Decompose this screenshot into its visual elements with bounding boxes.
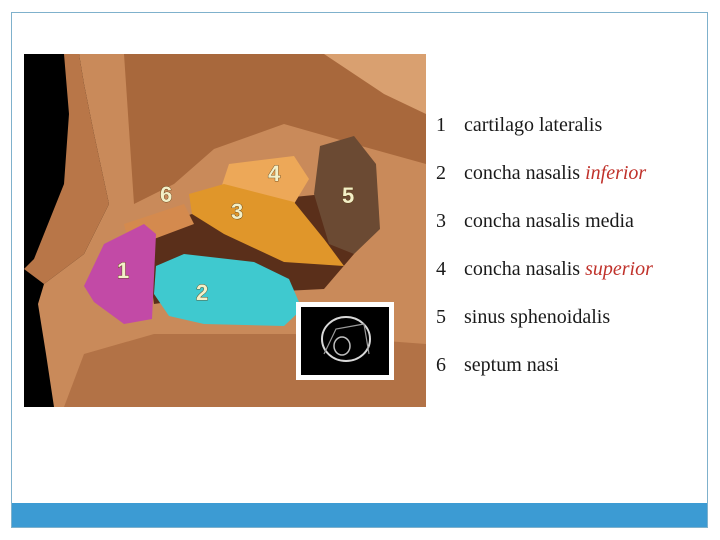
anatomy-image (24, 54, 426, 407)
legend-number: 4 (436, 258, 446, 280)
legend-item-1 (436, 110, 602, 140)
legend-text: septum nasi (464, 354, 559, 376)
label-1: 1 (117, 258, 130, 283)
legend-text: concha nasalis (464, 258, 586, 280)
legend-item-2 (436, 158, 646, 188)
legend-number: 2 (436, 162, 446, 184)
legend-item-6 (436, 350, 559, 380)
nasal-cavity-illustration (24, 54, 426, 407)
legend-text: cartilago lateralis (464, 114, 603, 136)
label-6: 6 (160, 182, 173, 207)
legend-text: concha nasalis (464, 162, 586, 184)
label-2: 2 (196, 280, 209, 305)
legend-text: concha nasalis media (464, 210, 634, 232)
legend-text: sinus sphenoidalis (464, 306, 611, 328)
label-5: 5 (342, 183, 355, 208)
legend-number: 5 (436, 306, 446, 328)
footer-bar (12, 503, 707, 527)
legend-number: 3 (436, 210, 446, 232)
legend-item-4 (436, 254, 653, 284)
label-4: 4 (268, 161, 281, 186)
legend-highlight: superior (585, 258, 653, 280)
label-3: 3 (231, 199, 244, 224)
legend-number: 1 (436, 114, 446, 136)
legend-highlight: inferior (585, 162, 647, 184)
legend-item-3 (436, 206, 634, 236)
legend-item-5 (436, 302, 610, 332)
legend-number: 6 (436, 354, 446, 376)
